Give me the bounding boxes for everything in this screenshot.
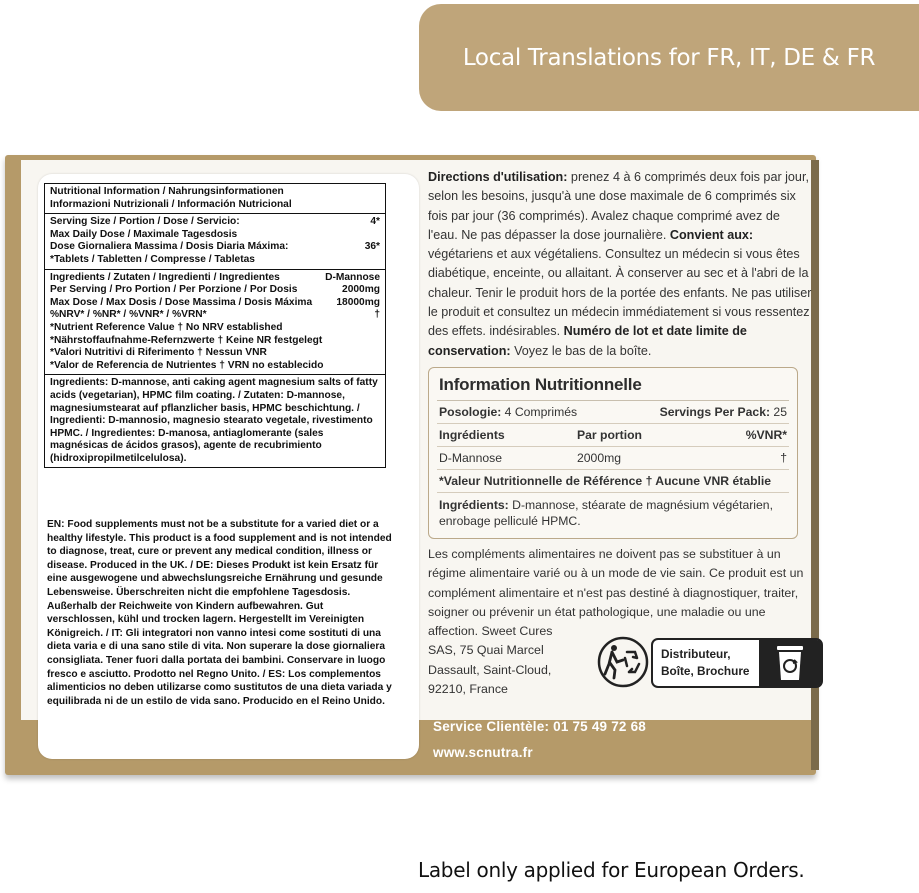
disclaimer-fr: Les compléments alimentaires ne doivent pas se substituer à un régime alimentaire varié ou à un mode de vie sain. Ce produit est un complément alimentaire et n'est pas destiné à diagnostiquer, traiter, soigner ou prévenir un état pathologique, une maladie ou une [428,547,804,619]
directions-text [428,168,813,361]
directions-body: prenez 4 à 6 comprimés deux fois par jour, selon les besoins, jusqu'à une dose maximale de 6 comprimés six fois par jour (36 comprimés). Avalez chaque comprimé avez de l'eau. Ne pas dépasser la dose journalière. [428,170,809,242]
customer-service: Service Clientèle: 01 75 49 72 68 [433,719,646,734]
address-line: SAS, 75 Quai Marcel [428,643,544,658]
nrv-note: *Valori Nutritivi di Riferimento † Nessun VNR [50,347,267,359]
vnr-note: *Valeur Nutritionnelle de Référence † Aucune VNR établie [437,470,789,493]
ingredient-row: Per Serving / Pro Portion / Per Porzione / Por Dosis 2000mg [50,284,380,296]
address-line: affection. Sweet Cures [428,624,553,638]
serving-section [45,214,385,269]
banner-text: Local Translations for FR, IT, DE & FR [462,44,876,71]
website: www.scnutra.fr [433,745,533,760]
posologie-row: Posologie: 4 Comprimés Servings Per Pack: 25 [437,401,789,424]
nutrition-info-box [428,367,798,539]
serving-row: Max Daily Dose / Maximale Tagesdosis [50,228,238,240]
header-line: Informazioni Nutrizionali / Información Nutricional [50,198,292,210]
ingredient-row: Max Dose / Max Dosis / Dose Massima / Dosis Máxima 18000mg [50,296,380,308]
lot-label: Numéro de lot et date limite de conservation: [428,324,747,358]
serving-row: Serving Size / Portion / Dose / Servicio: 4* [50,216,380,228]
ingredient-row: Ingredients / Zutaten / Ingredienti / Ingredientes D-Mannose [50,271,380,283]
mannose-row: D-Mannose 2000mg † [437,447,789,470]
recycling-triman-icon [597,636,649,688]
address-line: Dassault, Saint-Cloud, [428,662,552,677]
footer-note: Label only applied for European Orders. [418,858,805,882]
info-ingredients: Ingrédients: D-mannose, stéarate de magnésium végétarien, enrobage pelliculé HPMC. [439,498,773,528]
suitable-body: végétariens et aux végétaliens. Consultez un médecin si vous êtes diabétique, enceinte, ou allaitant. À conserver au sec et à l'abri de la chaleur. Tenir le produit hors de la portée des enfants. Ne pas utiliser le produit et consultez un médecin immédiatement si vous ressentez des effets. indésirables. [428,247,812,339]
distributor-box [651,638,823,688]
column-header-row: Ingrédients Par portion %VNR* [437,424,789,447]
nutrition-header [45,184,385,214]
directions-label: Directions d'utilisation: [428,170,568,184]
nrv-note: *Nährstoffaufnahme-Refernzwerte † Keine NR festgelegt [50,334,323,346]
suitable-label: Convient aux: [669,227,754,242]
address-line: 92210, France [428,681,508,696]
info-box-title: Information Nutritionnelle [437,368,789,401]
nutrition-table [44,183,386,468]
recycling-bin-icon [759,640,821,686]
header-banner [419,4,919,111]
nrv-note: *Nutrient Reference Value † No NRV established [50,321,283,333]
header-line: Nutritional Information / Nahrungsinformationen [50,186,284,197]
lot-body: Voyez le bas de la boîte. [510,343,652,358]
ingredient-section [45,270,385,376]
serving-row: Dose Giornaliera Massima / Dosis Diaria Máxima: 36* [50,241,380,253]
address [428,622,568,699]
serving-row: *Tablets / Tabletten / Compresse / Tabletas [50,253,255,265]
legal-text: EN: Food supplements must not be a substitute for a varied diet or a healthy lifestyle. This product is a food supplement and is not intended to diagnose, treat, cure or prevent any medical condition, illness or disease. Produced in the UK. / DE: Dieses Produkt ist kein Ersatz für eine ausgewogene und abwechslungsreiche Ernährung und gesunde Lebensweise. Überschreiten nicht die empfohlene Tagesdosis. Außerhalb der Reichweite von Kindern aufbewahren. Gut verschlossen, kühl und trocken lagern. Hergestellt im Vereinigten Königreich. / IT: Gli integratori non vanno intesi come sostituti di una dieta varia e di una sano stile di vita. Non superare la dose giornaliera consigliata. Tener fuori dalla portata dei bambini. Conservare in luogo fresco e asciutto. Prodotto nel Regno Unito. / ES: Los complementos alimenticios no deben utilizarse como sustitutos de una dieta variada y equilibrada ni de un estilo de vida sano. Producido en el Reino Unido. [47,519,392,707]
ingredient-row: %NRV* / %NR* / %VNR* / %VRN* † [50,309,380,321]
nrv-note: *Valor de Referencia de Nutrientes † VRN no establecido [50,359,324,371]
ingredients-text: Ingredients: D-mannose, anti caking agent magnesium salts of fatty acids (vegetarian), HPMC film coating. / Zutaten: D-mannose, magnesiumstearat auf pflanzlicher basis, HPMC beschichtung. / Ingredienti: D-mannosio, magnesio stearato vegetale, rivestimento HPMC. / Ingredientes: D-manosa, antiaglomerante (sales magnésicas de ácidos grasos), agente de recubrimiento (hidroxipropilmetilcelulosa). [50,377,378,464]
distributor-text: Distributeur, Boîte, Brochure [661,647,750,678]
